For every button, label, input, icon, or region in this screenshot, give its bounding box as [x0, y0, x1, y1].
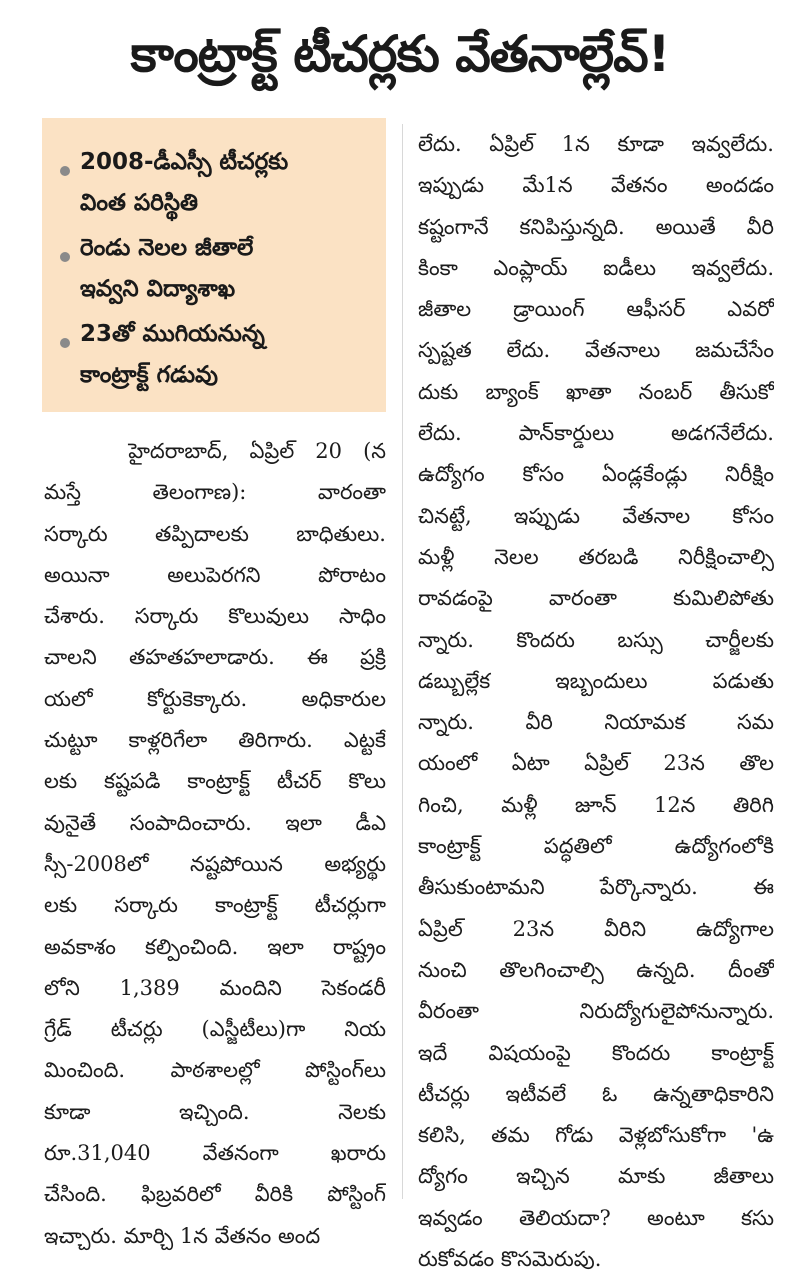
highlight-line: 23తో ముగియనున్న	[80, 321, 265, 347]
headline: కాంట్రాక్ట్ టీచర్లకు వేతనాల్లేవ్!	[130, 24, 670, 83]
article-line: చేసింది. ఫిబ్రవరిలో వీరికి పోస్టింగ్	[44, 1182, 386, 1207]
article-right-column	[418, 124, 774, 1280]
article-line: కాంట్రాక్ట్ పద్ధతిలో ఉద్యోగంలోకి	[418, 834, 774, 859]
article-line: చుట్టూ కాళ్లరిగేలా తిరిగారు. ఎట్టకే	[44, 728, 386, 753]
article-line: ఇదే విషయంపై కొందరు కాంట్రాక్ట్	[418, 1040, 774, 1065]
highlight-line: ఇవ్వని విద్యాశాఖ	[80, 276, 236, 302]
article-line: చాలని తహతహలాడారు. ఈ ప్రక్రి	[44, 645, 386, 670]
article-line: లేదు. పాన్‌కార్డులు అడగనేలేదు.	[418, 421, 774, 446]
article-left-column	[44, 431, 386, 1257]
highlight-item	[80, 228, 372, 310]
article-line: న్నారు. కొందరు బస్సు చార్జీలకు	[418, 627, 774, 652]
article-line: వీరంతా నిరుద్యోగులైపోనున్నారు.	[418, 999, 774, 1024]
column-divider	[402, 124, 403, 1199]
article-line: మించింది. పాఠశాలల్లో పోస్టింగ్‌లు	[44, 1058, 386, 1083]
article-line: స్పష్టత లేదు. వేతనాలు జమచేసేం	[418, 338, 774, 363]
highlight-item	[80, 142, 372, 224]
article-line: రావడంపై వారంతా కుమిలిపోతు	[418, 586, 774, 611]
article-line: లకు కష్టపడి కాంట్రాక్ట్ టీచర్ కొలు	[44, 769, 386, 794]
article-line: యంలో ఏటా ఏప్రిల్ 23న తొల	[418, 751, 774, 776]
article-line: ఇచ్చారు. మార్చి 1న వేతనం అంద	[44, 1223, 321, 1248]
highlights-box	[42, 118, 386, 412]
article-line: గ్రేడ్ టీచర్లు (ఎస్జీటీలు)గా నియ	[44, 1017, 386, 1042]
highlight-item	[80, 314, 372, 396]
article-line: ద్యోగం ఇచ్చిన మాకు జీతాలు	[418, 1164, 774, 1189]
article-line: కూడా ఇచ్చింది. నెలకు	[44, 1099, 386, 1124]
article-line: లేదు. ఏప్రిల్ 1న కూడా ఇవ్వలేదు.	[418, 132, 774, 156]
article-line: లకు సర్కారు కాంట్రాక్ట్ టీచర్లుగా	[44, 893, 386, 918]
article-line: టీచర్లు ఇటీవలే ఓ ఉన్నతాధికారిని	[418, 1081, 774, 1106]
article-line: చేశారు. సర్కారు కొలువులు సాధిం	[44, 604, 386, 629]
article-line: తీసుకుంటామని పేర్కొన్నారు. ఈ	[418, 875, 774, 900]
article-line: రుకోవడం కొసమెరుపు.	[418, 1247, 602, 1272]
highlight-line: 2008-డీఎస్సీ టీచర్లకు	[80, 149, 289, 175]
bullet-icon	[60, 166, 70, 176]
article-line: లోని 1,389 మందిని సెకండరీ	[44, 975, 386, 1000]
article-line: జీతాల డ్రాయింగ్ ఆఫీసర్ ఎవరో	[418, 297, 774, 322]
highlight-line: కాంట్రాక్ట్ గడువు	[80, 362, 219, 388]
article-line: స్సీ-2008లో నష్టపోయిన అభ్యర్థు	[44, 851, 386, 876]
highlight-line: వింత పరిస్థితి	[80, 190, 199, 216]
article-line: అయినా అలుపెరగని పోరాటం	[44, 562, 386, 587]
article-line: కలిసి, తమ గోడు వెళ్లబోసుకోగా 'ఉ	[418, 1123, 774, 1148]
article-line: మస్తే తెలంగాణ): వారంతా	[44, 480, 386, 505]
article-line: హైదరాబాద్, ఏప్రిల్ 20 (న	[44, 439, 386, 463]
article-line: మళ్లీ నెలల తరబడి నిరీక్షించాల్సి	[418, 544, 774, 569]
article-line: సర్కారు తప్పిదాలకు బాధితులు.	[44, 521, 386, 546]
article-line: కష్టంగానే కనిపిస్తున్నది. అయితే వీరి	[418, 214, 774, 239]
article-line: అవకాశం కల్పించింది. ఇలా రాష్ట్రం	[44, 934, 386, 959]
article-line: ఇప్పుడు మే1న వేతనం అందడం	[418, 173, 774, 198]
article-line: డబ్బుల్లేక ఇబ్బందులు పడుతు	[418, 668, 774, 693]
article-line: రూ.31,040 వేతనంగా ఖరారు	[44, 1141, 386, 1166]
bullet-icon	[60, 252, 70, 262]
article-line: నుంచి తొలగించాల్సి ఉన్నది. దీంతో	[418, 957, 774, 982]
article-line: గించి, మళ్లీ జూన్ 12న తిరిగి	[418, 792, 774, 817]
article-line: న్నారు. వీరి నియామక సమ	[418, 710, 774, 735]
article-line: వునైతే సంపాదించారు. ఇలా డీఎ	[44, 810, 386, 835]
article-line: యలో కోర్టుకెక్కారు. అధికారుల	[44, 686, 386, 711]
highlight-line: రెండు నెలల జీతాలే	[80, 235, 254, 261]
article-line: దుకు బ్యాంక్ ఖాతా నంబర్ తీసుకో	[418, 379, 774, 404]
article-line: ఏప్రిల్ 23న వీరిని ఉద్యోగాల	[418, 916, 774, 941]
article-line: చినట్టే, ఇప్పుడు వేతనాల కోసం	[418, 503, 774, 528]
bullet-icon	[60, 338, 70, 348]
article-line: కింకా ఎంప్లాయ్ ఐడీలు ఇవ్వలేదు.	[418, 255, 774, 280]
article-line: ఇవ్వడం తెలియదా? అంటూ కసు	[418, 1205, 774, 1230]
article-line: ఉద్యోగం కోసం ఏండ్లకేండ్లు నిరీక్షిం	[418, 462, 774, 487]
